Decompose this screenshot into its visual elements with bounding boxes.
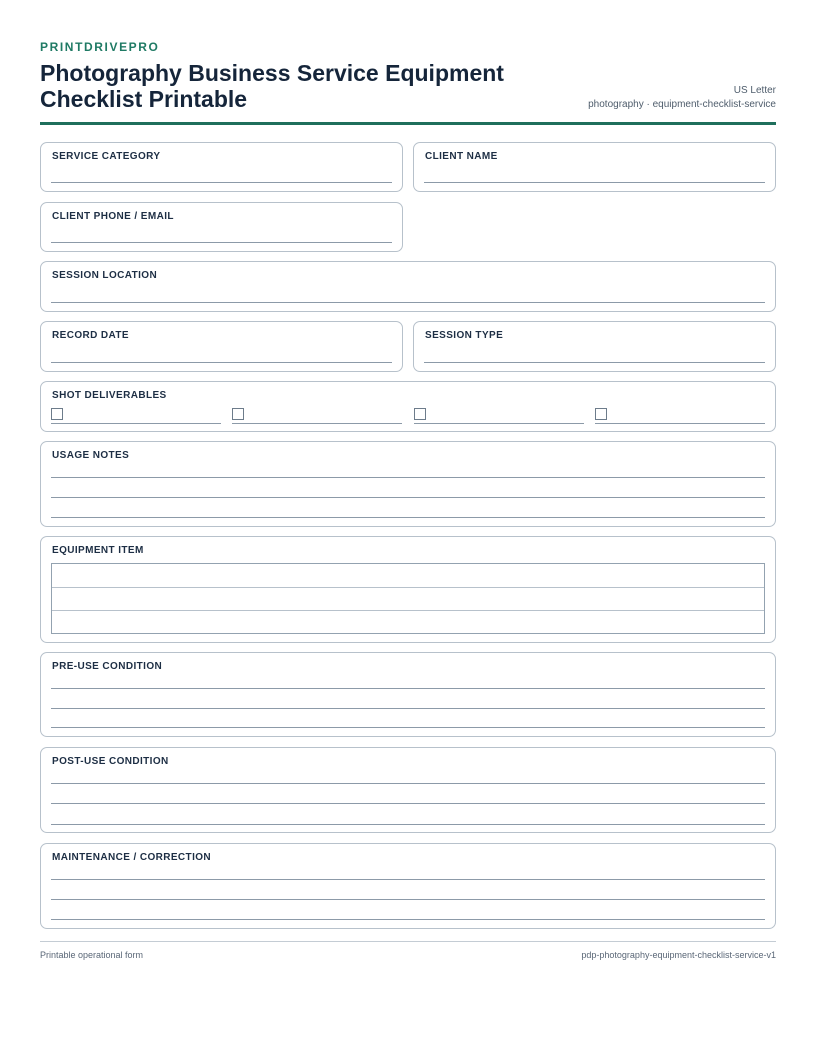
document-header <box>40 40 776 112</box>
shot-deliverables-field <box>40 381 776 432</box>
usage-notes-field <box>40 441 776 527</box>
session-location-input-line[interactable] <box>51 302 765 303</box>
session-type-field <box>413 321 776 372</box>
usage-notes-line[interactable] <box>51 497 765 498</box>
footer-label: Printable operational form <box>40 950 144 960</box>
deliverable-option-1[interactable] <box>51 408 221 424</box>
record-date-label: RECORD DATE <box>52 330 129 341</box>
usage-notes-line[interactable] <box>51 477 765 478</box>
equipment-item-table <box>51 563 765 634</box>
client-name-field <box>413 142 776 192</box>
post-use-condition-line[interactable] <box>51 783 765 784</box>
usage-notes-line[interactable] <box>51 517 765 518</box>
pre-use-condition-label: PRE-USE CONDITION <box>52 661 163 672</box>
equipment-item-field <box>40 536 776 643</box>
deliverable-option-4[interactable] <box>595 408 765 424</box>
session-location-label: SESSION LOCATION <box>52 270 158 281</box>
document-meta <box>588 84 776 112</box>
equipment-item-label: EQUIPMENT ITEM <box>52 545 144 556</box>
table-row-divider <box>52 587 764 588</box>
deliverable-option-3[interactable] <box>414 408 584 424</box>
client-contact-label: CLIENT PHONE / EMAIL <box>52 211 174 222</box>
session-location-field <box>40 261 776 312</box>
service-category-field <box>40 142 403 192</box>
pre-use-condition-line[interactable] <box>51 688 765 689</box>
maintenance-correction-line[interactable] <box>51 919 765 920</box>
client-name-label: CLIENT NAME <box>425 151 498 162</box>
shot-deliverables-label: SHOT DELIVERABLES <box>52 390 167 401</box>
record-date-input-line[interactable] <box>51 362 392 363</box>
post-use-condition-line[interactable] <box>51 824 765 825</box>
maintenance-correction-label: MAINTENANCE / CORRECTION <box>52 852 212 863</box>
checkbox-icon[interactable] <box>414 408 426 420</box>
client-contact-input-line[interactable] <box>51 242 392 243</box>
maintenance-correction-line[interactable] <box>51 899 765 900</box>
paper-size: US Letter <box>733 85 776 96</box>
client-contact-field <box>40 202 403 252</box>
maintenance-correction-line[interactable] <box>51 879 765 880</box>
pre-use-condition-line[interactable] <box>51 708 765 709</box>
usage-notes-label: USAGE NOTES <box>52 450 130 461</box>
post-use-condition-line[interactable] <box>51 803 765 804</box>
document-tag: photography · equipment-checklist-service <box>588 99 776 110</box>
record-date-field <box>40 321 403 372</box>
post-use-condition-field <box>40 747 776 833</box>
pre-use-condition-field <box>40 652 776 737</box>
checkbox-icon[interactable] <box>595 408 607 420</box>
footer-form-id: pdp-photography-equipment-checklist-service-v1 <box>581 950 776 960</box>
post-use-condition-label: POST-USE CONDITION <box>52 756 169 767</box>
footer-rule <box>40 941 776 942</box>
session-type-input-line[interactable] <box>424 362 765 363</box>
brand-name: PRINTDRIVEPRO <box>40 40 160 54</box>
header-rule <box>40 122 776 125</box>
service-category-label: SERVICE CATEGORY <box>52 151 161 162</box>
checkbox-icon[interactable] <box>232 408 244 420</box>
client-name-input-line[interactable] <box>424 182 765 183</box>
table-row-divider <box>52 610 764 611</box>
checkbox-icon[interactable] <box>51 408 63 420</box>
pre-use-condition-line[interactable] <box>51 727 765 728</box>
service-category-input-line[interactable] <box>51 182 392 183</box>
deliverable-option-2[interactable] <box>232 408 402 424</box>
session-type-label: SESSION TYPE <box>425 330 504 341</box>
document-title: Photography Business Service Equipment Checklist Printable <box>40 60 504 112</box>
maintenance-correction-field <box>40 843 776 929</box>
